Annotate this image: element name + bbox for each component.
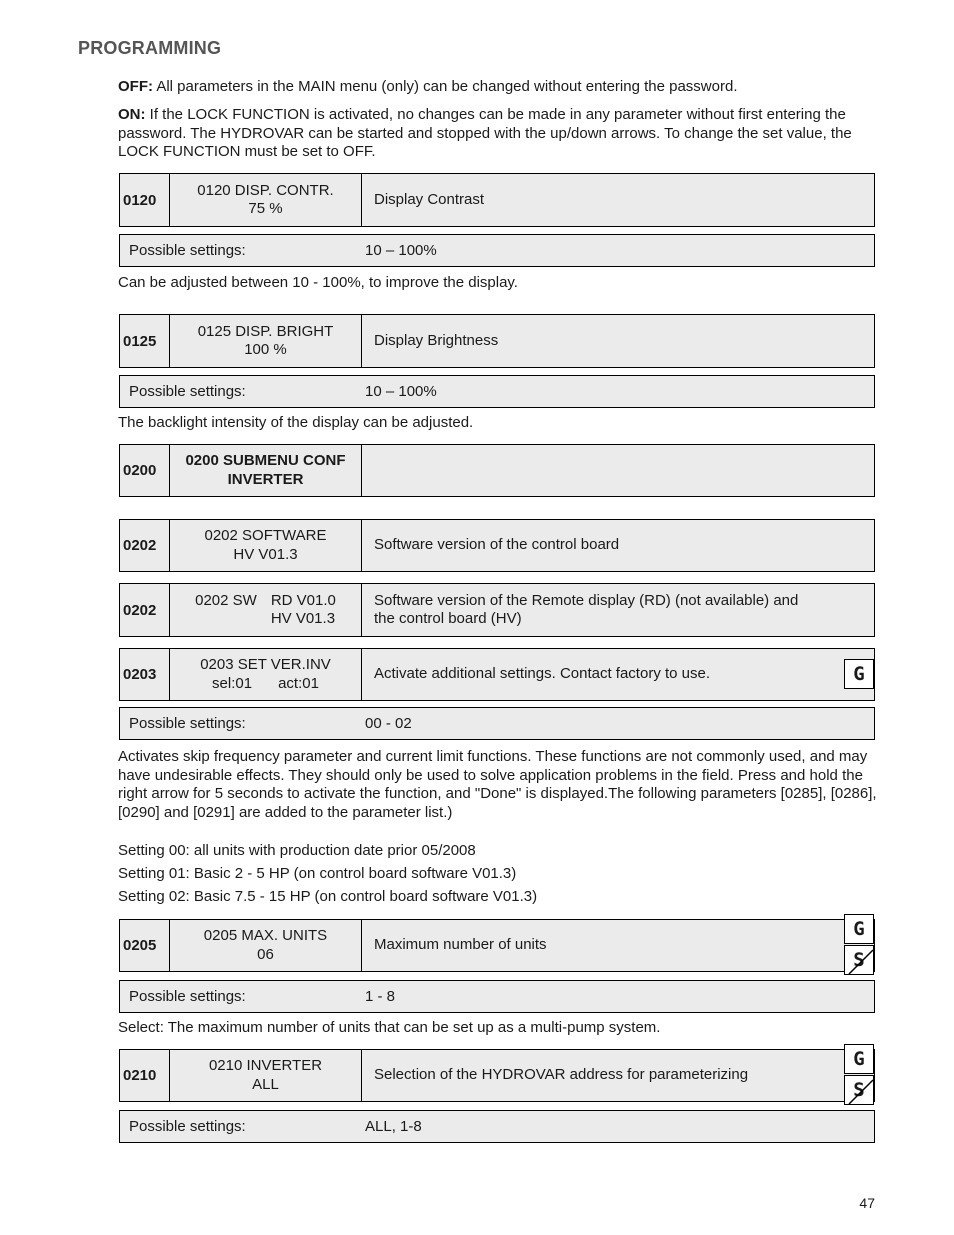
description-line-2: the control board (HV) — [374, 610, 522, 627]
param-code: 0202 — [120, 520, 170, 571]
possible-settings-value: 1 - 8 — [365, 988, 396, 1005]
possible-settings-label: Possible settings: — [129, 383, 246, 400]
off-text: All parameters in the MAIN menu (only) can be changed without entering the password. — [156, 78, 738, 95]
param-description: Software version of the control board — [374, 536, 620, 554]
display-line-1: 0203 SET VER.INV — [200, 656, 331, 673]
description-line-1: Software version of the Remote display (RD) (not available) and — [374, 591, 799, 609]
param-table-0125 — [119, 314, 875, 368]
display-line-1: 0210 INVERTER — [208, 1057, 323, 1074]
display-line-2: HV V01.3 — [233, 545, 298, 563]
display-line-2: INVERTER — [227, 470, 304, 488]
setting-01: Setting 01: Basic 2 - 5 HP (on control board software V01.3) — [118, 865, 517, 882]
param-display — [170, 174, 362, 226]
possible-settings-0205 — [119, 980, 875, 1013]
display-line-1: 0120 DISP. CONTR. — [197, 181, 334, 199]
off-label: OFF: — [118, 78, 153, 95]
param-code: 0125 — [120, 315, 170, 367]
param-display — [170, 920, 362, 971]
display-sel-value: sel:01 — [212, 674, 253, 692]
note-0125: The backlight intensity of the display can be adjusted. — [118, 414, 474, 431]
section-heading: PROGRAMMING — [78, 38, 222, 58]
param-display — [170, 649, 362, 700]
display-act-value: act:01 — [278, 674, 319, 692]
possible-settings-label: Possible settings: — [129, 715, 246, 732]
param-description: Display Brightness — [374, 331, 499, 349]
param-code: 0202 — [120, 584, 170, 636]
param-description: Display Contrast — [374, 190, 485, 208]
s-icon-slash — [845, 946, 875, 976]
param-code: 0120 — [120, 174, 170, 226]
display-sw-label: 0202 SW — [195, 591, 257, 609]
param-table-0210 — [119, 1049, 875, 1102]
g-icon: G — [844, 659, 874, 689]
display-line-2: 75 % — [248, 200, 283, 217]
param-table-0202-sw — [119, 583, 875, 637]
s-icon-slash — [845, 1076, 875, 1106]
param-display — [170, 445, 362, 496]
param-display — [170, 1050, 362, 1101]
param-display — [170, 315, 362, 367]
possible-settings-value: 00 - 02 — [365, 715, 412, 732]
display-rd-version: RD V01.0 — [270, 591, 336, 609]
possible-settings-0125 — [119, 375, 875, 408]
display-hv-version: HV V01.3 — [270, 610, 336, 627]
possible-settings-value: 10 – 100% — [365, 383, 437, 400]
param-table-0203 — [119, 648, 875, 701]
setting-00: Setting 00: all units with production date prior 05/2008 — [118, 842, 476, 859]
display-line-2: 100 % — [244, 341, 287, 358]
note-0120: Can be adjusted between 10 - 100%, to improve the display. — [118, 274, 518, 291]
param-code: 0210 — [120, 1050, 170, 1101]
on-label: ON: — [118, 106, 146, 123]
param-table-0202-software — [119, 519, 875, 572]
display-line-1: 0202 SOFTWARE — [204, 527, 327, 544]
g-icon: G — [844, 914, 874, 944]
note-0205: Select: The maximum number of units that can be set up as a multi-pump system. — [118, 1019, 661, 1036]
s-icon-letter: S — [853, 1079, 865, 1101]
off-paragraph — [118, 78, 878, 97]
param-description: Selection of the HYDROVAR address for parameterizing — [374, 1066, 749, 1084]
possible-settings-label: Possible settings: — [129, 242, 246, 259]
param-code: 0200 — [120, 445, 170, 496]
param-display — [170, 520, 362, 571]
on-text: If the LOCK FUNCTION is activated, no changes can be made in any parameter without first entering the password. The HYDROVAR can be started and stopped with the up/down arrows. To change the set value, the LOCK FUNCTION must be set to OFF. — [118, 106, 852, 160]
possible-settings-0120 — [119, 234, 875, 267]
possible-settings-value: ALL, 1-8 — [365, 1118, 422, 1135]
display-line-2: 06 — [257, 945, 274, 963]
possible-settings-value: 10 – 100% — [365, 242, 437, 259]
param-display — [170, 584, 362, 636]
param-table-0200 — [119, 444, 875, 497]
param-table-0120 — [119, 173, 875, 227]
possible-settings-label: Possible settings: — [129, 1118, 246, 1135]
on-paragraph — [118, 106, 878, 162]
s-icon — [844, 945, 874, 975]
g-icon: G — [844, 1044, 874, 1074]
param-description: Activate additional settings. Contact factory to use. — [374, 665, 711, 683]
param-table-0205 — [119, 919, 875, 972]
param-code: 0203 — [120, 649, 170, 700]
display-line-1: 0200 SUBMENU CONF — [185, 452, 346, 469]
s-icon-letter: S — [853, 949, 865, 971]
page-number: 47 — [859, 1195, 875, 1211]
display-line-1: 0125 DISP. BRIGHT — [197, 322, 334, 340]
s-icon — [844, 1075, 874, 1105]
param-description — [362, 584, 874, 636]
display-line-1: 0205 MAX. UNITS — [203, 927, 328, 944]
setting-02: Setting 02: Basic 7.5 - 15 HP (on control board software V01.3) — [118, 888, 538, 905]
possible-settings-0210 — [119, 1110, 875, 1143]
possible-settings-label: Possible settings: — [129, 988, 246, 1005]
possible-settings-0203 — [119, 707, 875, 740]
param-description — [362, 445, 874, 496]
note-0203: Activates skip frequency parameter and current limit functions. These functions are not commonly used, and may have undesirable effects. They should only be used to solve application problems in the field. Press and hold the right arrow for 5 seconds to activate the function, and "Done" is displayed.The following parameters [0285], [0286], [0290] and [0291] are added to the parameter list.) — [118, 748, 877, 821]
param-description: Maximum number of units — [374, 936, 547, 954]
param-code: 0205 — [120, 920, 170, 971]
display-line-2: ALL — [252, 1075, 279, 1093]
